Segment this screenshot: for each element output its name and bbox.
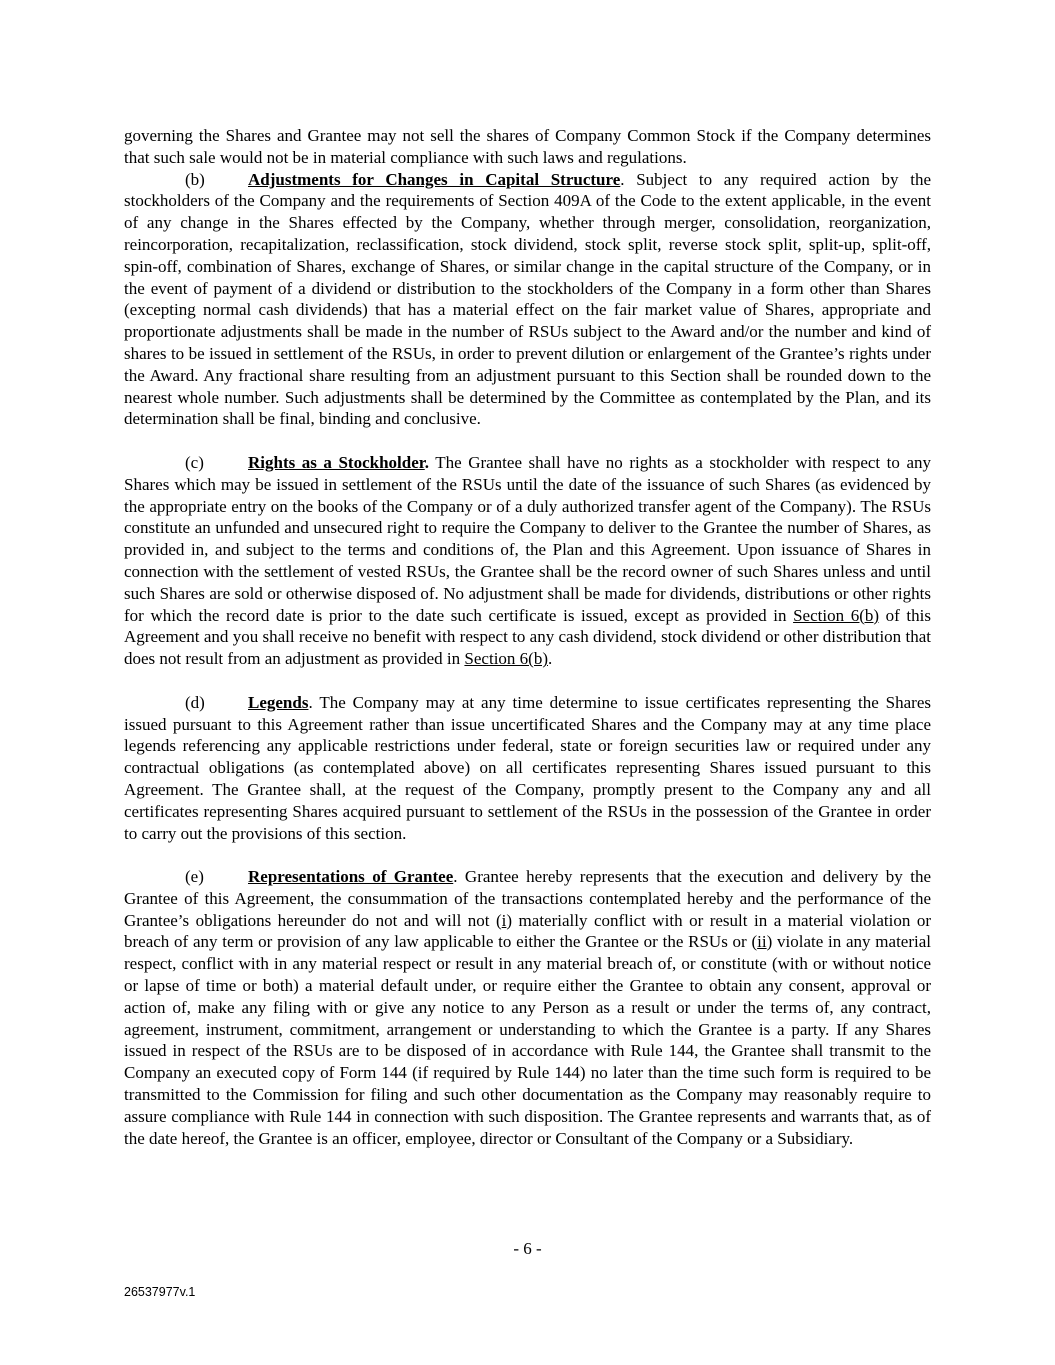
clause-marker-i: i [501,910,507,930]
section-e-text-2: ) materially conflict with or result in a material violation or breach of any term or provision of any law applicable to either the Grantee or the RSUs or ( [124,910,931,952]
section-e-text-3: ) violate in any material respect, conflict with in any material respect or result in any material breach of, or constitute (with or without notice or lapse of time or both) a material default under, or require either the Grantee to obtain any consent, approval or action of, make any filing with or give any notice to any Person as a result or under the terms of, any contract, agreement, instrument, commitment, arrangement or understanding to which the Grantee is a party. If any Shares issued in respect of the RSUs are to be disposed of in accordance with Rule 144, the Grantee shall transmit to the Company an executed copy of Form 144 (if required by Rule 144) no later than the time such form is required to be transmitted to the Commission for filing and such other documentation as the Company may reasonably require to assure compliance with Rule 144 in connection with such disposition. The Grantee represents and warrants that, as of the date hereof, the Grantee is an officer, employee, director or Consultant of the Company or a Subsidiary. [124,932,931,1148]
section-reference-link: Section 6(b) [793,605,880,625]
continuation-paragraph: governing the Shares and Grantee may not sell the shares of Company Common Stock if the Company determines that such sale would not be in material compliance with such laws and regulations. [124,126,931,167]
section-e-paragraph [124,866,931,1149]
section-e-heading-punct: . [453,867,458,887]
section-d-heading: Legends [248,692,309,712]
section-b-number: (b) [185,169,205,189]
section-b-heading-punct: . [620,169,625,189]
section-c-paragraph [124,452,931,670]
section-c-text-3: . [548,649,553,669]
document-id: 26537977v.1 [124,1285,196,1299]
section-c-text-1: The Grantee shall have no rights as a stockholder with respect to any Shares which may be issued in settlement of the RSUs until the date of the issuance of such Shares (as evidenced by the appropriate entry on the books of the Company or of a duly authorized transfer agent of the Company). The RSUs constitute an unfunded and unsecured right to require the Company to deliver to the Grantee the number of Shares, as provided in, and subject to the terms and conditions of, the Plan and this Agreement. Upon issuance of Shares in connection with the settlement of vested RSUs, the Grantee shall be the record owner of such Shares unless and until such Shares are sold or otherwise disposed of. No adjustment shall be made for dividends, distributions or other rights for which the record date is prior to the date such certificate is issued, except as provided in [124,452,931,625]
section-e-heading: Representations of Grantee [248,867,454,887]
section-d-text: The Company may at any time determine to issue certificates representing the Shares issued pursuant to this Agreement rather than issue uncertificated Shares and the Company may at any time place legends referencing any applicable restrictions under federal, state or foreign securities law or required under any contractual obligations (as contemplated above) on all certificates representing Shares issued pursuant to this Agreement. The Grantee shall, at the request of the Company, promptly present to the Company any and all certificates representing Shares acquired pursuant to settlement of the RSUs in the possession of the Grantee in order to carry out the provisions of this section. [124,692,931,843]
section-e-text-1: Grantee hereby represents that the execution and delivery by the Grantee of this Agreement, the consummation of the transactions contemplated hereby and the performance of the Grantee’s obligations hereunder do not and will not ( [124,867,931,930]
section-c-heading-punct: . [424,452,429,472]
section-d-paragraph [124,692,931,845]
section-b-paragraph [124,169,931,431]
clause-marker-ii: ii [757,932,767,952]
section-e-number: (e) [185,867,204,887]
section-b-heading: Adjustments for Changes in Capital Structure [248,169,621,189]
section-c-text-2: of this Agreement and you shall receive no benefit with respect to any cash dividend, stock dividend or other distribution that does not result from an adjustment as provided in [124,605,931,669]
page-number: - 6 - [513,1239,542,1258]
section-d-heading-punct: . [308,692,313,712]
section-c-heading: Rights as a Stockholder [248,452,425,472]
section-b-text: Subject to any required action by the stockholders of the Company and the requirements of Section 409A of the Code to the extent applicable, in the event of any change in the Shares effected by the Company, whether through merger, consolidation, reorganization, reincorporation, recapitalization, reclassification, stock dividend, stock split, reverse stock split, split-up, split-off, spin-off, combination of Shares, exchange of Shares, or similar change in the capital structure of the Company, or in the event of payment of a dividend or distribution to the stockholders of the Company in a form other than Shares (excepting normal cash dividends) that has a material effect on the fair market value of Shares, appropriate and proportionate adjustments shall be made in the number of RSUs subject to the Award and/or the number and kind of shares to be issued in settlement of the RSUs, in order to prevent dilution or enlargement of the Grantee’s rights under the Award. Any fractional share resulting from an adjustment pursuant to this Section shall be rounded down to the nearest whole number. Such adjustments shall be determined by the Committee as contemplated by the Plan, and its determination shall be final, binding and conclusive. [124,169,932,429]
section-reference-link: Section 6(b) [464,649,548,669]
section-c-number: (c) [185,452,204,472]
section-d-number: (d) [185,692,205,712]
document-body [124,125,931,1149]
